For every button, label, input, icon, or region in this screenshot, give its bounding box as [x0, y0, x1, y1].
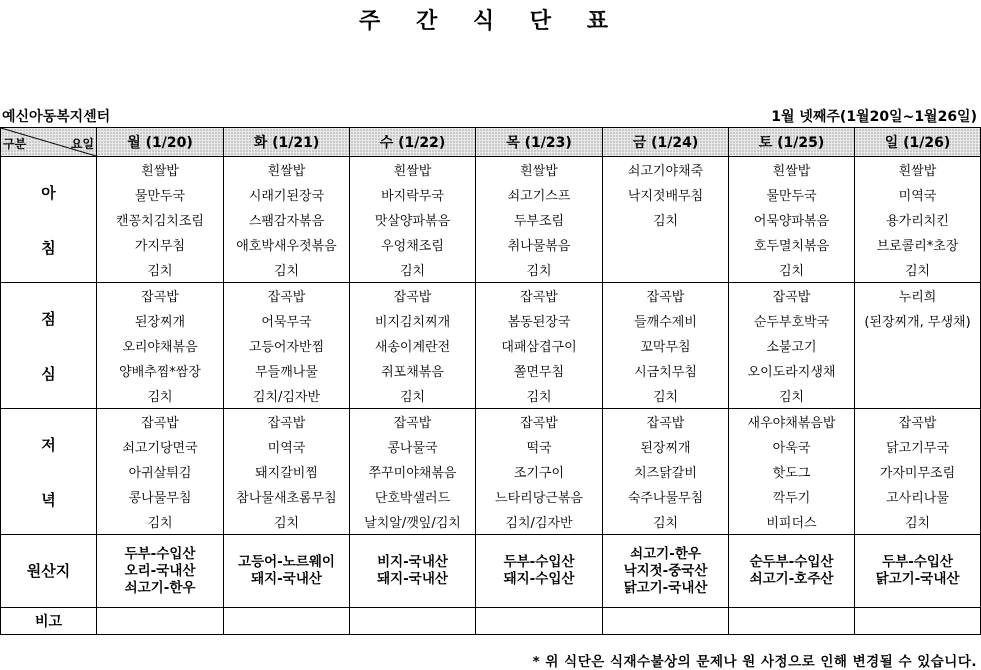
meal-label [1, 283, 97, 409]
note-cell [224, 608, 350, 635]
menu-item: 오리야채볶음 [97, 333, 224, 358]
menu-row [1, 333, 981, 358]
day-header: 금 (1/24) [603, 128, 729, 157]
menu-item: 애호박새우젓볶음 [224, 232, 350, 257]
menu-item: 흰쌀밥 [729, 157, 855, 183]
origin-line: 두부-수입산 [882, 554, 953, 570]
menu-item: 호두멸치볶음 [729, 232, 855, 257]
meal-label [1, 409, 97, 535]
menu-item: 꼬막무침 [603, 333, 729, 358]
origin-cell [603, 535, 729, 608]
menu-row [1, 157, 981, 183]
menu-item: 김치 [476, 383, 603, 409]
meal-label-char-1: 저 [41, 435, 56, 454]
menu-item: 닭고기무국 [855, 434, 981, 459]
day-header: 일 (1/26) [855, 128, 981, 157]
origin-line: 순두부-수입산 [749, 554, 834, 570]
menu-item: 흰쌀밥 [97, 157, 224, 183]
meal-label-char-2: 녁 [41, 490, 56, 509]
menu-item: 김치 [97, 383, 224, 409]
menu-row [1, 283, 981, 309]
menu-row [1, 409, 981, 435]
meal-label-char-1: 아 [41, 183, 56, 202]
menu-item: 쫄면무침 [476, 358, 603, 383]
day-header: 수 (1/22) [350, 128, 476, 157]
menu-item: 어묵무국 [224, 308, 350, 333]
origin-cell [476, 535, 603, 608]
menu-item: 김치 [224, 509, 350, 535]
menu-item: 새우야채볶음밥 [729, 409, 855, 435]
menu-item: 들깨수제비 [603, 308, 729, 333]
menu-item: 쇠고기당면국 [97, 434, 224, 459]
menu-item: 핫도그 [729, 459, 855, 484]
origin-line: 두부-수입산 [124, 545, 196, 562]
note-cell [603, 608, 729, 635]
menu-item: 잡곡밥 [224, 409, 350, 435]
menu-item: 김치 [224, 257, 350, 283]
menu-item: 바지락무국 [350, 182, 476, 207]
meal-label-char-2: 침 [41, 238, 56, 257]
meal-label-char-2: 심 [41, 364, 56, 383]
origin-line: 닭고기-국내산 [875, 571, 960, 587]
origin-line: 쇠고기-한우 [124, 579, 196, 596]
menu-item: 쥐포채볶음 [350, 358, 476, 383]
menu-item: 비지김치찌개 [350, 308, 476, 333]
note-label: 비고 [1, 608, 97, 635]
menu-item: 미역국 [855, 182, 981, 207]
menu-item: 시금치무침 [603, 358, 729, 383]
menu-item: 봄동된장국 [476, 308, 603, 333]
origin-row [1, 535, 981, 608]
menu-item: 숙주나물무침 [603, 484, 729, 509]
menu-item: 콩나물무침 [97, 484, 224, 509]
menu-item: 누리희 [855, 283, 981, 309]
menu-item: 비피더스 [729, 509, 855, 535]
menu-row [1, 207, 981, 232]
week-range: 1월 넷째주(1월20일~1월26일) [771, 109, 977, 125]
menu-item: 흰쌀밥 [476, 157, 603, 183]
menu-row [1, 459, 981, 484]
corner-label-day: 요일 [70, 137, 94, 151]
menu-item: 오이도라지생채 [729, 358, 855, 383]
menu-row [1, 232, 981, 257]
menu-row [1, 182, 981, 207]
menu-item: 대패삼겹구이 [476, 333, 603, 358]
origin-line: 쇠고기-한우 [630, 545, 701, 562]
origin-line: 돼지-국내산 [377, 571, 448, 587]
menu-item: 가지무침 [97, 232, 224, 257]
note-row [1, 608, 981, 635]
origin-line: 오리-국내산 [124, 562, 196, 579]
menu-item: 물만두국 [729, 182, 855, 207]
meal-label-char-1: 점 [41, 309, 56, 328]
menu-item [855, 358, 981, 383]
menu-item: 순두부호박국 [729, 308, 855, 333]
menu-row [1, 308, 981, 333]
menu-item: 시래기된장국 [224, 182, 350, 207]
menu-row [1, 509, 981, 535]
menu-item: 김치 [476, 257, 603, 283]
origin-cell [729, 535, 855, 608]
origin-cell [224, 535, 350, 608]
menu-item: 낙지젓배무침 [603, 182, 729, 207]
menu-item [855, 383, 981, 409]
menu-item: 김치 [350, 257, 476, 283]
origin-label: 원산지 [1, 535, 97, 608]
menu-item: 흰쌀밥 [855, 157, 981, 183]
menu-item: 쇠고기스프 [476, 182, 603, 207]
menu-item: 깍두기 [729, 484, 855, 509]
footnote: * 위 식단은 식재수불상의 문제나 원 사정으로 인해 변경될 수 있습니다. [532, 654, 977, 670]
menu-item: 잡곡밥 [224, 283, 350, 309]
day-header: 목 (1/23) [476, 128, 603, 157]
menu-row [1, 383, 981, 409]
menu-item: 김치/김자반 [476, 509, 603, 535]
origin-line: 비지-국내산 [377, 554, 448, 570]
menu-item: 조기구이 [476, 459, 603, 484]
origin-line: 쇠고기-호주산 [749, 571, 834, 587]
origin-line: 고등어-노르웨이 [238, 554, 335, 570]
menu-item: 콩나물국 [350, 434, 476, 459]
menu-item: 잡곡밥 [603, 409, 729, 435]
menu-item: 김치 [97, 509, 224, 535]
menu-item: 김치 [603, 509, 729, 535]
origin-line: 돼지-국내산 [251, 571, 322, 587]
origin-line: 두부-수입산 [503, 554, 575, 570]
menu-row [1, 257, 981, 283]
menu-item: 쭈꾸미야채볶음 [350, 459, 476, 484]
menu-item: 잡곡밥 [476, 283, 603, 309]
origin-cell [97, 535, 224, 608]
menu-item: 떡국 [476, 434, 603, 459]
menu-item: 가자미무조림 [855, 459, 981, 484]
menu-item: 김치 [603, 207, 729, 232]
menu-item: 브로콜리*초장 [855, 232, 981, 257]
meal-label [1, 157, 97, 283]
note-cell [855, 608, 981, 635]
menu-item: 스팸감자볶음 [224, 207, 350, 232]
organization-name: 예신아동복지센터 [2, 109, 111, 125]
menu-item: 잡곡밥 [350, 283, 476, 309]
page-title: 주 간 식 단 표 [359, 9, 622, 34]
origin-line: 돼지-수입산 [503, 571, 575, 587]
menu-item: 흰쌀밥 [224, 157, 350, 183]
menu-item: 아귀살튀김 [97, 459, 224, 484]
menu-table [0, 127, 981, 635]
menu-row [1, 484, 981, 509]
menu-item: (된장찌개, 무생채) [855, 308, 981, 333]
menu-item: 김치 [729, 257, 855, 283]
menu-item: 흰쌀밥 [350, 157, 476, 183]
origin-cell [350, 535, 476, 608]
note-cell [476, 608, 603, 635]
menu-item: 단호박샐러드 [350, 484, 476, 509]
menu-item: 용가리치킨 [855, 207, 981, 232]
day-header: 화 (1/21) [224, 128, 350, 157]
menu-item: 느타리당근볶음 [476, 484, 603, 509]
menu-item: 잡곡밥 [476, 409, 603, 435]
menu-item: 고등어자반찜 [224, 333, 350, 358]
menu-item: 잡곡밥 [729, 283, 855, 309]
menu-item: 치즈닭갈비 [603, 459, 729, 484]
origin-cell [855, 535, 981, 608]
menu-item: 새송이계란전 [350, 333, 476, 358]
menu-item: 김치 [729, 383, 855, 409]
menu-item: 잡곡밥 [350, 409, 476, 435]
menu-item: 고사리나물 [855, 484, 981, 509]
menu-item: 잡곡밥 [97, 283, 224, 309]
menu-item: 참나물새초롬무침 [224, 484, 350, 509]
menu-item: 미역국 [224, 434, 350, 459]
menu-item: 두부조림 [476, 207, 603, 232]
menu-row [1, 434, 981, 459]
menu-item: 무들깨나물 [224, 358, 350, 383]
menu-item: 된장찌개 [97, 308, 224, 333]
menu-item: 잡곡밥 [97, 409, 224, 435]
menu-item: 김치/김자반 [224, 383, 350, 409]
menu-item: 소불고기 [729, 333, 855, 358]
menu-item: 날치알/깻잎/김치 [350, 509, 476, 535]
corner-header [1, 128, 97, 157]
menu-item: 김치 [350, 383, 476, 409]
menu-item: 양배추찜*쌈장 [97, 358, 224, 383]
menu-item: 김치 [603, 383, 729, 409]
menu-item [855, 333, 981, 358]
menu-item: 잡곡밥 [603, 283, 729, 309]
menu-item: 아욱국 [729, 434, 855, 459]
menu-row [1, 358, 981, 383]
menu-item: 물만두국 [97, 182, 224, 207]
day-header: 토 (1/25) [729, 128, 855, 157]
note-cell [350, 608, 476, 635]
origin-line: 낙지젓-중국산 [623, 562, 708, 579]
menu-item: 캔꽁치김치조림 [97, 207, 224, 232]
corner-label-category: 구분 [3, 137, 27, 151]
menu-item: 된장찌개 [603, 434, 729, 459]
menu-item: 김치 [97, 257, 224, 283]
day-header: 월 (1/20) [97, 128, 224, 157]
menu-item [603, 257, 729, 283]
note-cell [97, 608, 224, 635]
menu-item: 우엉채조림 [350, 232, 476, 257]
menu-item: 김치 [855, 509, 981, 535]
menu-item: 어묵양파볶음 [729, 207, 855, 232]
menu-item: 돼지갈비찜 [224, 459, 350, 484]
origin-line: 닭고기-국내산 [623, 579, 708, 596]
menu-item: 김치 [855, 257, 981, 283]
menu-item: 잡곡밥 [855, 409, 981, 435]
menu-item: 맛살양파볶음 [350, 207, 476, 232]
menu-item [603, 232, 729, 257]
note-cell [729, 608, 855, 635]
menu-item: 쇠고기야채죽 [603, 157, 729, 183]
menu-item: 취나물볶음 [476, 232, 603, 257]
